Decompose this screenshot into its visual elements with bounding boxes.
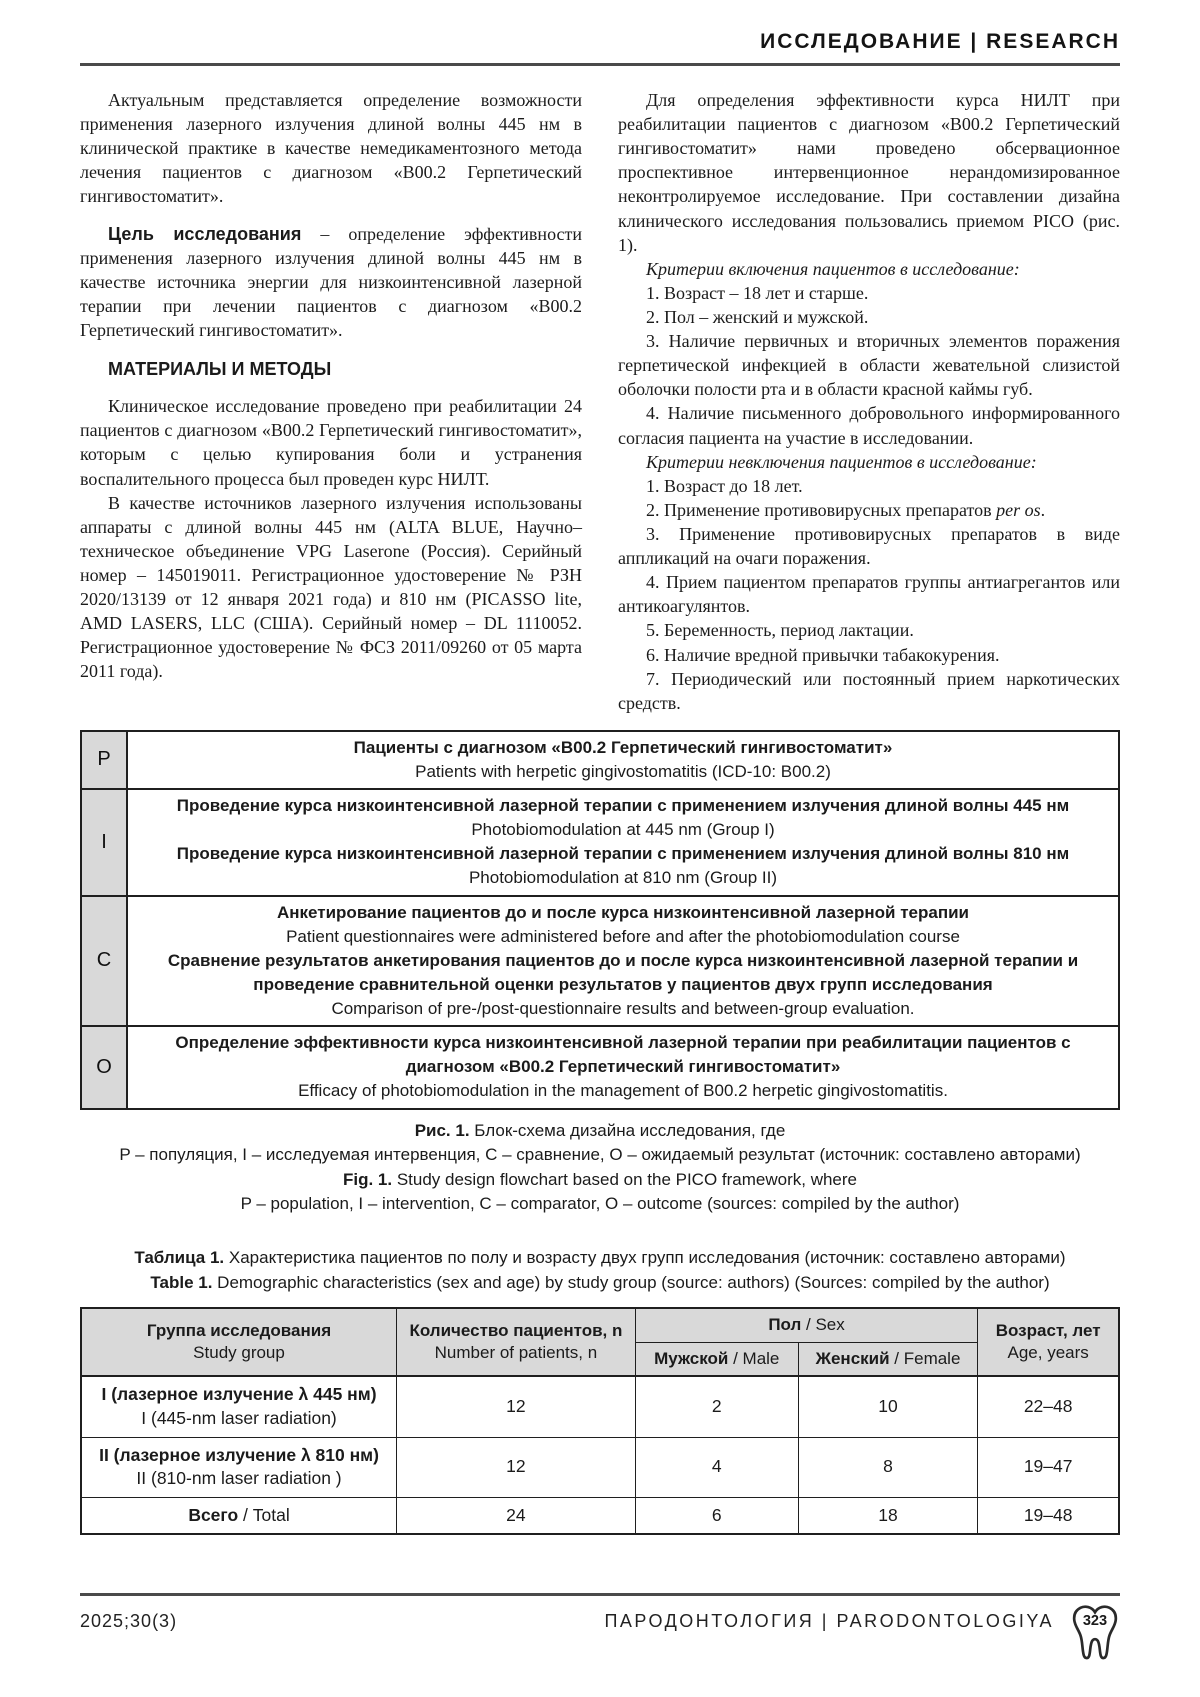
pico-cell-outcome: [127, 1026, 1119, 1108]
col-header-count-ru: Количество пациентов, n: [409, 1320, 623, 1340]
inclusion-item: 2. Пол – женский и мужской.: [646, 306, 869, 327]
table-caption: [80, 1246, 1120, 1295]
pico-label-o: O: [81, 1026, 127, 1108]
cell-total-age: 19–48: [978, 1497, 1119, 1534]
footer-rule: [80, 1593, 1120, 1596]
cell-group1-male: 2: [635, 1376, 798, 1437]
col-header-sex: [635, 1308, 978, 1342]
col-header-group: [81, 1308, 397, 1376]
pico-text-en: Efficacy of photobiomodulation in the management of B00.2 herpetic gingivostomatitis.: [298, 1081, 948, 1101]
pico-text-ru: Анкетирование пациентов до и после курса низкоинтенсивной лазерной терапии: [276, 902, 969, 922]
exclusion-item: 4. Прием пациентом препаратов группы антиагрегантов или антикоагулянтов.: [618, 572, 1120, 617]
cell-group2-female: 8: [798, 1437, 978, 1497]
figure-title-ru: Блок-схема дизайна исследования, где: [469, 1120, 786, 1140]
section-label: ИССЛЕДОВАНИЕ | RESEARCH: [760, 30, 1120, 53]
cell-group2-age: 19–47: [978, 1437, 1119, 1497]
paragraph-design: Для определения эффективности курса НИЛТ при реабилитации пациентов с диагнозом «B00.2 Герпетический гингивостоматит» нами проведено обсервационное проспективное интервенционное нерандомизированное неконтролируемое исследование. При составлении дизайна клинического исследования пользовались приемом PICO (рис. 1).: [618, 90, 1120, 255]
figure-caption-ru-line2: P – популяция, I – исследуемая интервенция, C – сравнение, O – ожидаемый результат (источник: составлено авторами): [119, 1145, 1081, 1165]
right-column: [618, 88, 1120, 715]
cell-total-label: [81, 1497, 397, 1534]
col-header-sex-ru: Пол: [768, 1315, 802, 1335]
table-caption-en: [80, 1271, 1120, 1295]
table-title-en: Demographic characteristics (sex and age) by study group (source: authors) (Sources: compiled by the author): [212, 1272, 1050, 1292]
cell-group2-n: 12: [397, 1437, 636, 1497]
cell-total-n: 24: [397, 1497, 636, 1534]
total-ru: Всего: [188, 1504, 239, 1525]
aim-lead: Цель исследования: [108, 223, 302, 244]
group1-en: I (445-nm laser radiation): [141, 1407, 337, 1428]
cell-total-male: 6: [635, 1497, 798, 1534]
pico-text-ru: Проведение курса низкоинтенсивной лазерной терапии с применением излучения длиной волны 445 нм: [176, 796, 1070, 816]
pico-cell-population: [127, 731, 1119, 789]
exclusion-item: 3. Применение противовирусных препаратов в виде аппликаций на очаги поражения.: [618, 523, 1120, 569]
aim-text: – определение эффективности применения лазерного излучения длиной волны 445 нм в качестве источника энергии для низкоинтенсивной лазерной терапии при лечении пациентов с диагнозом «B00.2 Герпетический гингивостоматит».: [80, 223, 583, 340]
group1-ru: I (лазерное излучение λ 445 нм): [101, 1384, 377, 1405]
figure-title-en: Study design flowchart based on the PICO framework, where: [392, 1169, 858, 1189]
col-header-sex-en: / Sex: [801, 1315, 845, 1335]
table-title-ru: Характеристика пациентов по полу и возрасту двух групп исследования (источник: составлено авторами): [224, 1248, 1066, 1268]
col-header-count: [397, 1308, 636, 1376]
col-header-age: [978, 1308, 1119, 1376]
figure-caption-ru: [80, 1119, 1120, 1143]
table-row-total: [81, 1497, 1119, 1534]
table-row-group2: [81, 1437, 1119, 1497]
pico-text-en: Photobiomodulation at 445 nm (Group I): [471, 820, 775, 840]
col-header-male-en: / Male: [728, 1348, 780, 1368]
cell-group2-male: 4: [635, 1437, 798, 1497]
inclusion-item: 4. Наличие письменного добровольного информированного согласия пациента на участие в исследовании.: [618, 403, 1120, 448]
exclusion-criteria-title: Критерии невключения пациентов в исследование:: [646, 451, 1037, 472]
page-header: [80, 30, 1120, 63]
article-body: [80, 88, 1120, 715]
paragraph-intro: Актуальным представляется определение возможности применения лазерного излучения длиной волны 445 нм в клинической практике в качестве немедикаментозного метода лечения пациентов с диагнозом «B00.2 Герпетический гингивостоматит».: [80, 90, 582, 207]
inclusion-item: 3. Наличие первичных и вторичных элементов поражения герпетической инфекцией в области жевательной слизистой оболочки полости рта и в области красной каймы губ.: [618, 331, 1120, 400]
pico-text-en: Photobiomodulation at 810 nm (Group II): [468, 868, 778, 888]
pico-label-p: P: [81, 731, 127, 789]
col-header-count-en: Number of patients, n: [434, 1343, 598, 1363]
paragraph-devices: В качестве источников лазерного излучения использованы аппараты с длиной волны 445 нм (ALTA BLUE, Научно–техническое объединение VPG Laserone (Россия). Серийный номер – 145019011. Регистрационное удостоверение № РЗН 2020/13139 от 12 января 2021 года) и 810 нм (PICASSO lite, AMD LASERS, LLC (США). Серийный номер – DL 1110052. Регистрационное удостоверение № ФСЗ 2011/09260 от 05 марта 2011 года).: [80, 492, 582, 682]
pico-text-en: Patients with herpetic gingivostomatitis (ICD-10: B00.2): [415, 761, 831, 781]
exclusion-item: 7. Периодический или постоянный прием наркотических средств.: [618, 668, 1120, 713]
pico-text-en: Comparison of pre-/post-questionnaire results and between-group evaluation.: [331, 999, 915, 1019]
figure-number-en: Fig. 1.: [342, 1169, 393, 1189]
col-header-age-ru: Возраст, лет: [995, 1320, 1101, 1340]
total-en: / Total: [238, 1504, 290, 1525]
cell-group2-name: [81, 1437, 397, 1497]
exclusion-item-text: 2. Применение противовирусных препаратов: [646, 499, 997, 520]
exclusion-item: 6. Наличие вредной привычки табакокурения.: [646, 644, 1000, 665]
table-header-row: [81, 1308, 1119, 1342]
figure-caption: [80, 1119, 1120, 1217]
group2-en: II (810-nm laser radiation ): [136, 1468, 342, 1489]
tooth-page-icon: [1070, 1605, 1120, 1661]
demographics-table: [80, 1307, 1120, 1535]
latin-term: per os: [996, 499, 1041, 520]
pico-label-c: C: [81, 896, 127, 1027]
cell-group1-female: 10: [798, 1376, 978, 1437]
paragraph-clinical: Клиническое исследование проведено при реабилитации 24 пациентов с диагнозом «B00.2 Герпетический гингивостоматит», которым с целью купирования боли и устранения воспалительного процесса был проведен курс НИЛТ.: [80, 396, 582, 489]
figure-caption-en: [80, 1168, 1120, 1192]
cell-total-female: 18: [798, 1497, 978, 1534]
col-header-female: [798, 1342, 978, 1376]
table-number-en: Table 1.: [150, 1272, 213, 1292]
paragraph-aim: [80, 222, 582, 343]
col-header-male: [635, 1342, 798, 1376]
inclusion-item: 1. Возраст – 18 лет и старше.: [646, 282, 869, 303]
pico-row-intervention: [81, 789, 1119, 896]
table-number-ru: Таблица 1.: [134, 1248, 225, 1268]
col-header-group-en: Study group: [193, 1343, 285, 1363]
pico-row-comparator: [81, 896, 1119, 1027]
journal-name: ПАРОДОНТОЛОГИЯ | PARODONTOLOGIYA: [604, 1611, 1054, 1631]
header-rule: [80, 63, 1120, 66]
pico-text-ru: Сравнение результатов анкетирования пациентов до и после курса низкоинтенсивной лазерной терапии и проведение сравнительной оценки результатов у пациентов двух групп исследования: [167, 950, 1079, 994]
cell-group1-n: 12: [397, 1376, 636, 1437]
col-header-age-en: Age, years: [1007, 1343, 1089, 1363]
pico-row-population: [81, 731, 1119, 789]
pico-cell-comparator: [127, 896, 1119, 1027]
inclusion-criteria-title: Критерии включения пациентов в исследование:: [646, 258, 1020, 279]
left-column: [80, 88, 582, 715]
group2-ru: II (лазерное излучение λ 810 нм): [99, 1444, 379, 1465]
exclusion-item: 5. Беременность, период лактации.: [646, 620, 914, 641]
exclusion-item-text: .: [1040, 499, 1046, 520]
exclusion-item: 1. Возраст до 18 лет.: [646, 475, 803, 496]
col-header-group-ru: Группа исследования: [146, 1320, 332, 1340]
cell-group1-name: [81, 1376, 397, 1437]
pico-text-ru: Пациенты с диагнозом «B00.2 Герпетический гингивостоматит»: [353, 737, 893, 757]
col-header-female-en: / Female: [889, 1348, 961, 1368]
pico-text-en: Patient questionnaires were administered before and after the photobiomodulation course: [286, 926, 960, 946]
pico-text-ru: Проведение курса низкоинтенсивной лазерной терапии с применением излучения длиной волны 810 нм: [176, 844, 1070, 864]
col-header-female-ru: Женский: [815, 1348, 890, 1368]
table-row-group1: [81, 1376, 1119, 1437]
figure-caption-en-line2: P – population, I – intervention, C – comparator, O – outcome (sources: compiled by the author): [240, 1194, 960, 1213]
cell-group1-age: 22–48: [978, 1376, 1119, 1437]
pico-cell-intervention: [127, 789, 1119, 896]
section-heading-materials: МАТЕРИАЛЫ И МЕТОДЫ: [108, 359, 332, 380]
exclusion-item: [618, 498, 1120, 522]
pico-text-ru: Определение эффективности курса низкоинтенсивной лазерной терапии при реабилитации пациентов с диагнозом «B00.2 Герпетический гингивостоматит»: [175, 1033, 1071, 1077]
figure-number-ru: Рис. 1.: [414, 1120, 470, 1140]
page-footer: [80, 1593, 1120, 1661]
issue-info: 2025;30(3): [80, 1611, 178, 1631]
pico-table: [80, 730, 1120, 1110]
pico-label-i: I: [81, 789, 127, 896]
table-caption-ru: [80, 1246, 1120, 1270]
pico-row-outcome: [81, 1026, 1119, 1108]
page-number: 323: [1082, 1613, 1108, 1630]
col-header-male-ru: Мужской: [654, 1348, 729, 1368]
